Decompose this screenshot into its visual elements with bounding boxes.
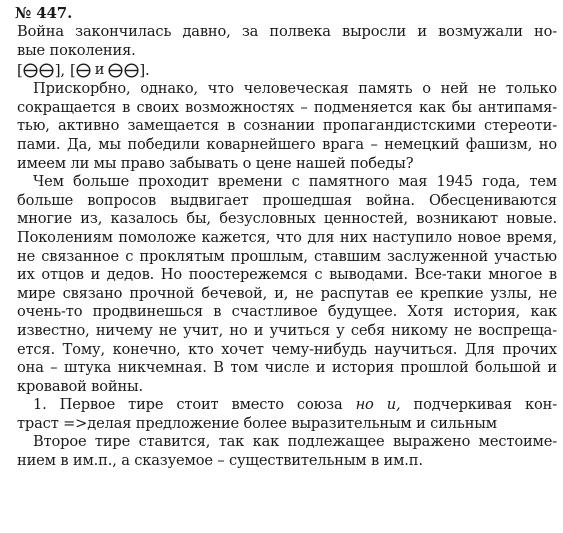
text-line: имеем ли мы право забывать о цене нашей победы? xyxy=(17,154,414,172)
subject-symbol-icon xyxy=(23,63,38,78)
text-line: Война закончилась давно, за полвека выросли и возмужали но- xyxy=(17,23,557,40)
scheme-conjunction: и xyxy=(94,60,105,78)
text-line: многие из, казалось бы, безусловных ценностей, возникают новые. xyxy=(17,210,557,228)
text-line: Поколениям помоложе кажется, что для них наступило новое время, xyxy=(17,228,557,246)
text-line: Прискорбно, однако, что человеческая память о ней не только xyxy=(33,80,557,98)
note-2 xyxy=(17,433,557,470)
text-line: очень-то продвинешься в счастливое будущее. Хотя история, как xyxy=(17,303,557,321)
note-1-text: подчеркивая кон- xyxy=(413,396,557,414)
text-line: Второе тире ставится, так как подлежащее выражено местоиме- xyxy=(33,433,557,451)
sentence-1 xyxy=(17,23,557,60)
scheme-bracket-close: ]. xyxy=(139,61,150,80)
note-1-text: 1. Первое тире стоит вместо союза xyxy=(33,396,343,414)
text-line: траст =>делая предложение более выразительным и сильным xyxy=(17,414,497,432)
text-line: вые поколения. xyxy=(17,41,136,59)
subject-symbol-icon xyxy=(108,63,123,78)
scheme-bracket-open: [ xyxy=(17,61,23,80)
text-line: известно, ничему не учит, но и учиться у себя никому не воспреща- xyxy=(17,321,557,339)
note-1-conjunction: но и, xyxy=(355,396,401,414)
text-line: мире связано прочной бечевой, и, не распутав ее крепкие узлы, не xyxy=(17,284,557,302)
paragraph-3 xyxy=(17,173,557,396)
subject-symbol-icon xyxy=(124,63,139,78)
text-line: их отцов и дедов. Но поостережемся с выводами. Все-таки многое в xyxy=(17,266,557,284)
text-line: сокращается в своих возможностях – подменяется как бы антипамя- xyxy=(17,98,557,116)
text-line: пами. Да, мы победили коварнейшего врага – немецкий фашизм, но xyxy=(17,135,557,153)
text-line: не связанное с проклятым прошлым, ставшим заслуженной участью xyxy=(17,247,557,265)
text-line: она – штука никчемная. В том числе и история прошлой большой и xyxy=(17,359,557,377)
text-line: ется. Тому, конечно, кто хочет чему-нибудь научиться. Для прочих xyxy=(17,340,557,358)
text-line: Чем больше проходит времени с памятного мая 1945 года, тем xyxy=(33,173,557,191)
text-line: кровавой войны. xyxy=(17,377,143,395)
text-line: больше вопросов выдвигает прошедшая война. Обесцениваются xyxy=(17,191,557,209)
paragraph-2 xyxy=(17,80,557,173)
text-line: тью, активно замещается в сознании пропагандистскими стереоти- xyxy=(17,117,557,135)
note-1 xyxy=(17,396,557,433)
subject-symbol-icon xyxy=(76,63,91,78)
scheme-bracket-close: ], xyxy=(54,61,66,80)
scheme-bracket-open: [ xyxy=(70,61,76,80)
subject-symbol-icon xyxy=(39,63,54,78)
text-line xyxy=(17,396,557,415)
text-line: нием в им.п., а сказуемое – существительным в им.п. xyxy=(17,452,423,470)
sentence-scheme xyxy=(17,60,557,80)
exercise-number: № 447. xyxy=(15,4,73,22)
